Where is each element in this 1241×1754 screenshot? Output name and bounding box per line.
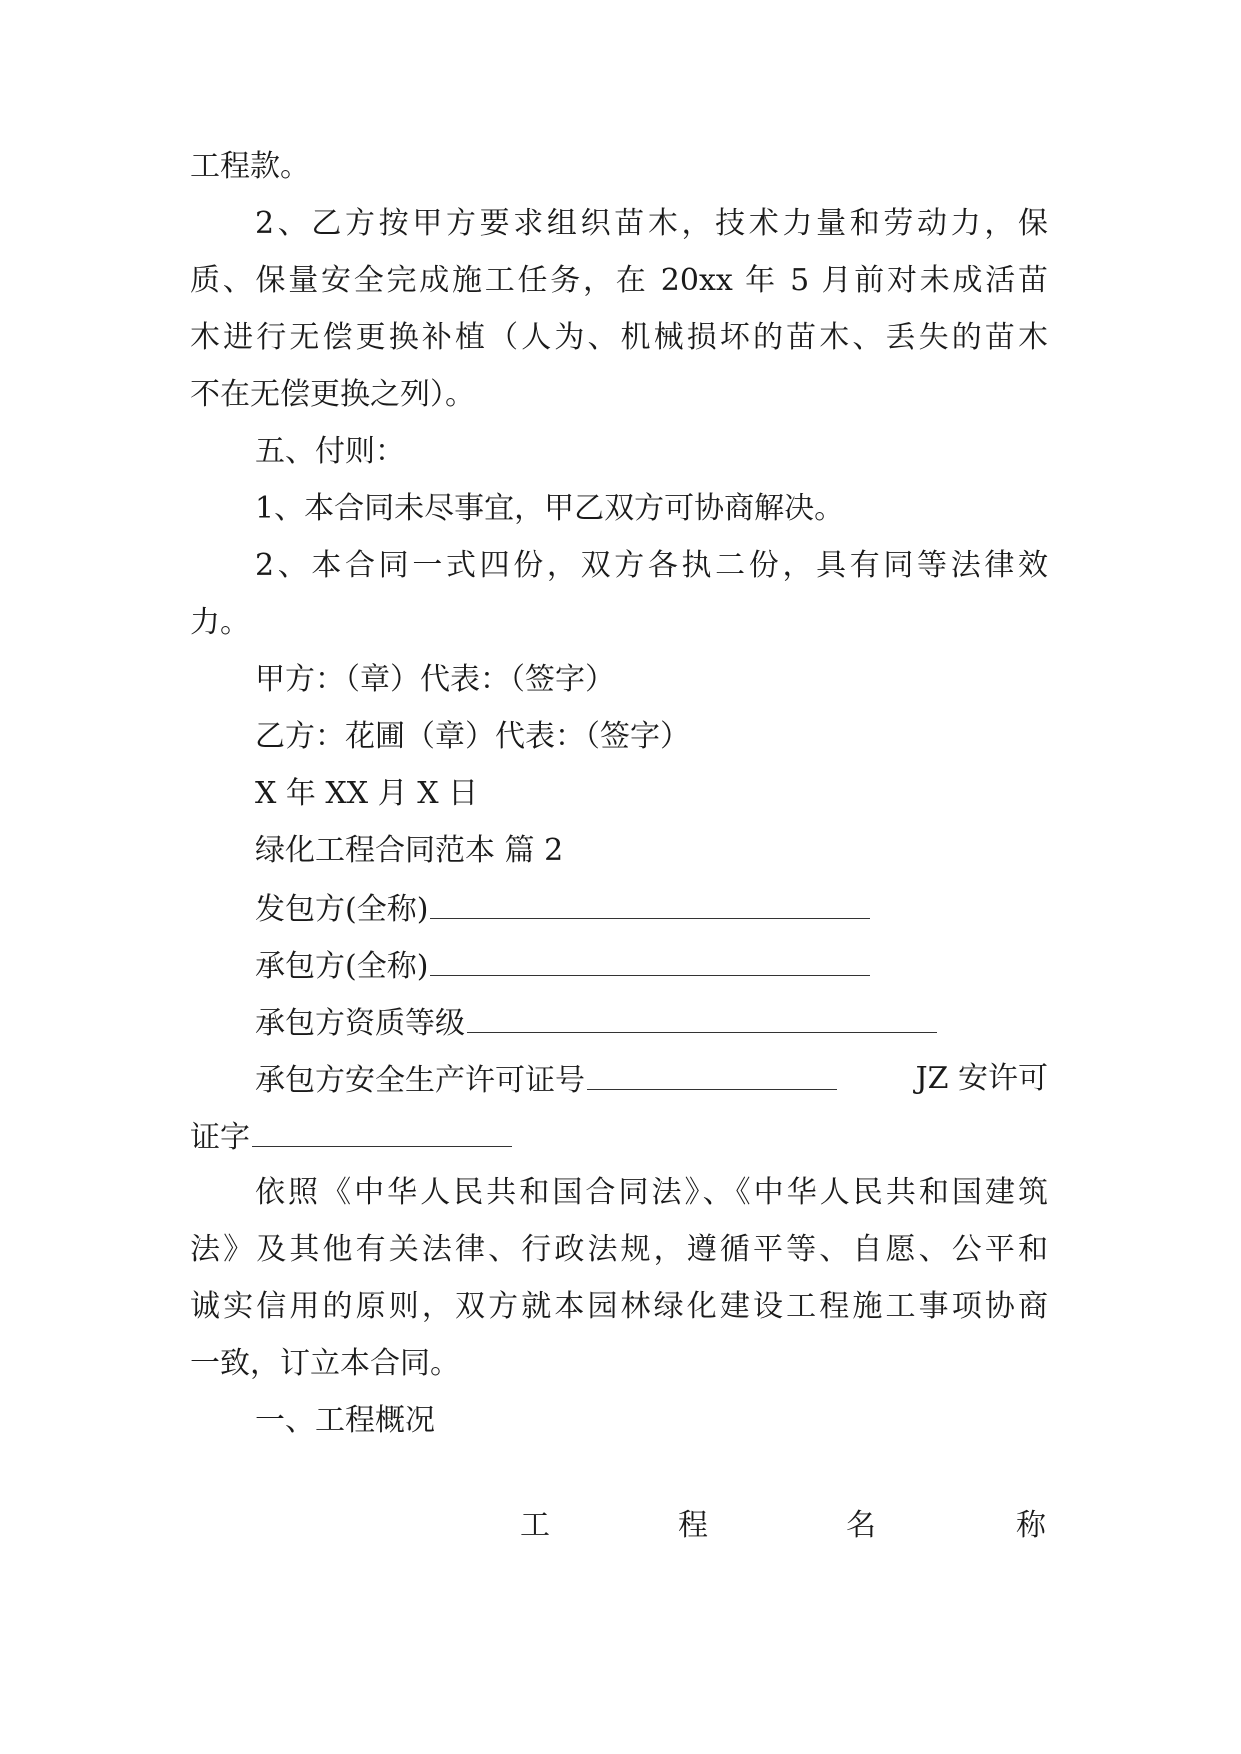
employer-field bbox=[255, 888, 1048, 928]
spread-char: 称 bbox=[1016, 1508, 1046, 1543]
qualification-field bbox=[255, 1002, 1048, 1042]
field-label: 证字 bbox=[190, 1120, 250, 1155]
field-label: 承包方安全生产许可证号 bbox=[255, 1063, 585, 1098]
spread-char: 工 bbox=[520, 1508, 550, 1543]
date-line: X 年 XX 月 X 日 bbox=[255, 776, 479, 811]
paragraph-line: 力。 bbox=[190, 605, 250, 640]
section-heading: 一、工程概况 bbox=[255, 1403, 435, 1438]
paragraph-line: 木进行无偿更换补植（人为、机械损坏的苗木、丢失的苗木 bbox=[190, 320, 1048, 355]
license-number-field bbox=[190, 1116, 1048, 1156]
field-label: 发包方(全称) bbox=[255, 892, 429, 927]
fill-blank bbox=[587, 1059, 837, 1090]
paragraph-line: 诚实信用的原则，双方就本园林绿化建设工程施工事项协商 bbox=[190, 1289, 1048, 1324]
fill-blank bbox=[252, 1116, 512, 1147]
paragraph-line: 法》及其他有关法律、行政法规，遵循平等、自愿、公平和 bbox=[190, 1232, 1048, 1267]
fill-blank bbox=[430, 945, 870, 976]
paragraph-line: 2、本合同一式四份，双方各执二份，具有同等法律效 bbox=[255, 548, 1048, 583]
fill-blank bbox=[430, 888, 870, 919]
text-line: 工程款。 bbox=[190, 149, 310, 184]
spread-char: 程 bbox=[678, 1508, 708, 1543]
section-heading: 五、付则： bbox=[255, 434, 405, 469]
contractor-field bbox=[255, 945, 1048, 985]
paragraph-line: 2、乙方按甲方要求组织苗木，技术力量和劳动力，保 bbox=[255, 206, 1048, 241]
license-field bbox=[255, 1059, 1048, 1099]
signature-party-a: 甲方：（章）代表：（签字） bbox=[255, 662, 615, 697]
field-label: JZ 安许可 bbox=[915, 1061, 1048, 1096]
document-title: 绿化工程合同范本 篇 2 bbox=[255, 833, 564, 868]
paragraph-line: 1、本合同未尽事宜，甲乙双方可协商解决。 bbox=[255, 491, 845, 526]
spread-char: 名 bbox=[846, 1508, 876, 1543]
signature-party-b: 乙方：花圃（章）代表：（签字） bbox=[255, 719, 690, 754]
paragraph-line: 质、保量安全完成施工任务，在 20xx 年 5 月前对未成活苗 bbox=[190, 263, 1048, 298]
paragraph-line: 不在无偿更换之列）。 bbox=[190, 377, 475, 412]
fill-blank bbox=[467, 1002, 937, 1033]
field-label: 承包方资质等级 bbox=[255, 1006, 465, 1041]
paragraph-line: 依照《中华人民共和国合同法》、《中华人民共和国建筑 bbox=[255, 1175, 1048, 1210]
field-label: 承包方(全称) bbox=[255, 949, 429, 984]
paragraph-line: 一致，订立本合同。 bbox=[190, 1346, 460, 1381]
